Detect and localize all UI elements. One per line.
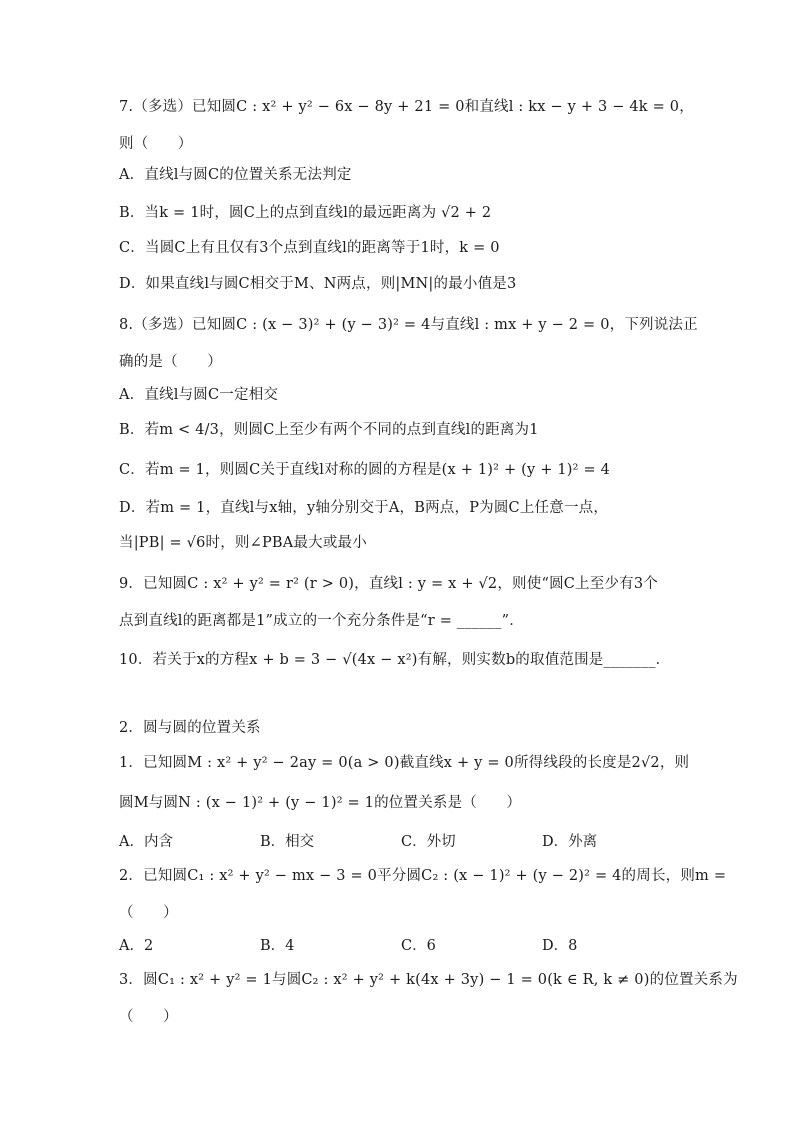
s2-q2-option-d: D．8 [542, 938, 578, 954]
q7-stem-cont: 则（ ） [119, 136, 193, 152]
s2-q1-stem-cont: 圆M与圆N : (x − 1)² + (y − 1)² = 1的位置关系是（ ） [119, 795, 522, 811]
s2-q3-stem-cont: （ ） [119, 1009, 178, 1025]
q10-stem: 10．若关于x的方程x + b = 3 − √(4x − x²)有解，则实数b的取值范围是_______． [119, 652, 671, 668]
q8-option-d-cont: 当|PB| = √6时，则∠PBA最大或最小 [119, 535, 367, 551]
s2-q2-option-c: C．6 [401, 938, 436, 954]
s2-q2-option-b: B．4 [260, 938, 295, 954]
q7-stem: 7.（多选）已知圆C : x² + y² − 6x − 8y + 21 = 0和直线l : kx − y + 3 − 4k = 0， [119, 99, 694, 115]
q8-option-d: D．若m = 1，直线l与x轴，y轴分别交于A，B两点，P为圆C上任意一点， [119, 500, 609, 516]
q8-option-c: C．若m = 1，则圆C关于直线l对称的圆的方程是(x + 1)² + (y + 1)² = 4 [119, 462, 611, 478]
s2-q3-stem: 3．圆C₁ : x² + y² = 1与圆C₂ : x² + y² + k(4x + 3y) − 1 = 0(k ∈ R, k ≠ 0)的位置关系为 [119, 972, 738, 988]
q8-option-a: A．直线l与圆C一定相交 [119, 387, 279, 403]
q8-stem: 8.（多选）已知圆C : (x − 3)² + (y − 3)² = 4与直线l : mx + y − 2 = 0，下列说法正 [119, 317, 698, 333]
q9-stem: 9．已知圆C : x² + y² = r² (r > 0)，直线l : y = x + √2，则使“圆C上至少有3个 [119, 576, 658, 592]
s2-q1-option-c: C．外切 [401, 834, 456, 850]
q8-option-b: B．若m < 4/3，则圆C上至少有两个不同的点到直线l的距离为1 [119, 422, 539, 438]
s2-q2-options [119, 934, 683, 955]
q7-option-a: A．直线l与圆C的位置关系无法判定 [119, 167, 352, 183]
q7-option-c: C．当圆C上有且仅有3个点到直线l的距离等于1时，k = 0 [119, 240, 500, 256]
s2-q2-stem: 2．已知圆C₁ : x² + y² − mx − 3 = 0平分圆C₂ : (x − 1)² + (y − 2)² = 4的周长，则m = [119, 868, 727, 884]
s2-q1-option-a: A．内含 [119, 834, 173, 850]
q9-stem-cont: 点到直线l的距离都是1”成立的一个充分条件是“r = ______”． [119, 613, 524, 629]
q8-stem-cont: 确的是（ ） [119, 354, 222, 370]
s2-q1-option-d: D．外离 [542, 834, 598, 850]
q7-option-d: D．如果直线l与圆C相交于M、N两点，则|MN|的最小值是3 [119, 276, 517, 292]
s2-q1-option-b: B．相交 [260, 834, 315, 850]
s2-q2-stem-cont: （ ） [119, 905, 178, 921]
section-heading: 2．圆与圆的位置关系 [119, 720, 261, 736]
s2-q1-options [119, 830, 683, 851]
s2-q1-stem: 1．已知圆M : x² + y² − 2ay = 0(a > 0)截直线x + y = 0所得线段的长度是2√2，则 [119, 755, 690, 771]
q7-option-b: B．当k = 1时，圆C上的点到直线l的最远距离为 √2 + 2 [119, 205, 492, 221]
s2-q2-option-a: A．2 [119, 938, 154, 954]
